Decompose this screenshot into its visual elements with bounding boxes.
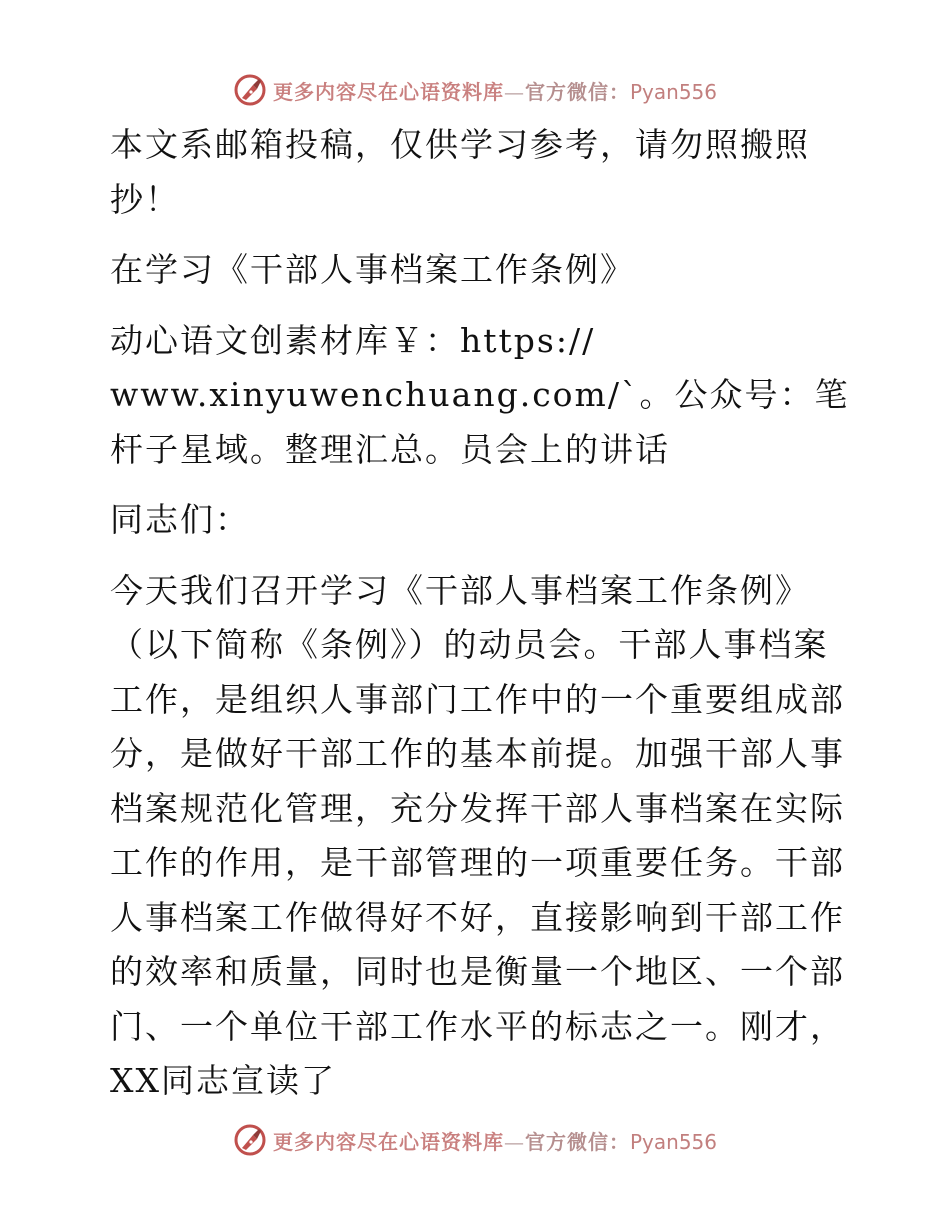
paragraph-notice: 本文系邮箱投稿，仅供学习参考，请勿照搬照抄！ [110,125,810,219]
banner-text: 更多内容尽在心语资料库—官方微信：Pyan556 [272,1129,717,1154]
paragraph-salutation: 同志们： [110,500,250,539]
footer-banner [0,1120,950,1160]
document-body [98,118,858,1125]
pen-nib-logo-icon [233,73,267,107]
header-banner [0,70,950,110]
paragraph-body: 今天我们召开学习《干部人事档案工作条例》（以下简称《条例》）的动员会。干部人事档案工作，是组织人事部门工作中的一个重要组成部分，是做好干部工作的基本前提。加强干部人事档案规范化管理，充分发挥干部人事档案在实际工作的作用，是干部管理的一项重要任务。干部人事档案工作做得好不好，直接影响到干部工作的效率和质量，同时也是衡量一个地区、一个部门、一个单位干部工作水平的标志之一。刚才，XX同志宣读了 [110,570,845,1100]
banner-text: 更多内容尽在心语资料库—官方微信：Pyan556 [272,79,717,104]
paragraph-title: 在学习《干部人事档案工作条例》 [110,250,635,289]
paragraph-source: 动心语文创素材库￥：https:// www.xinyuwenchuang.com/`。公众号：笔杆子星域。整理汇总。员会上的讲话 [110,320,850,469]
pen-nib-logo-icon [233,1123,267,1157]
